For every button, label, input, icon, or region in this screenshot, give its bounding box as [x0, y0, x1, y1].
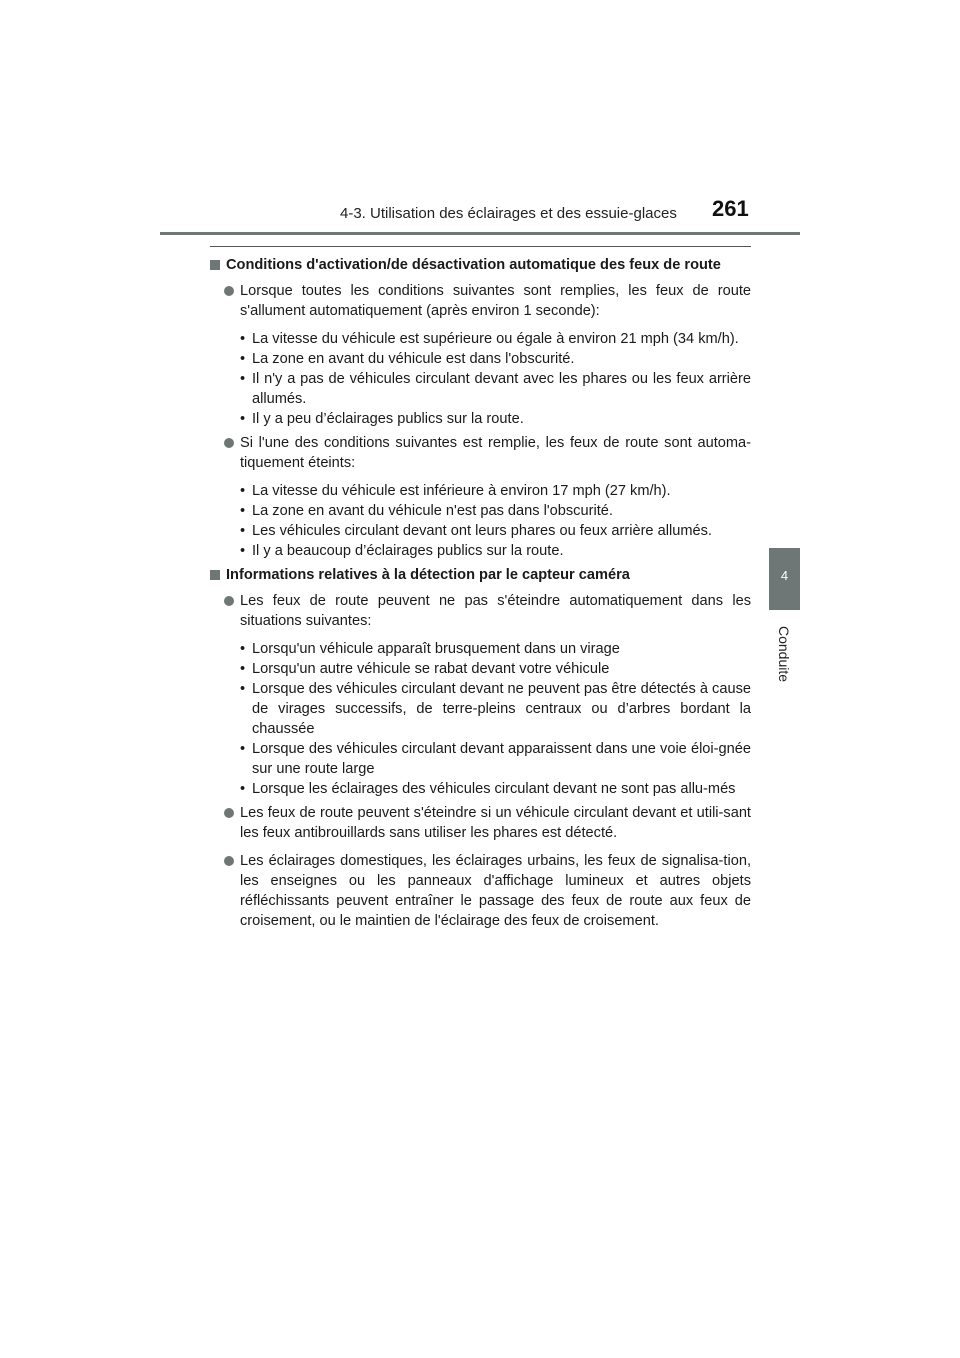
list-item-text: La vitesse du véhicule est inférieure à environ 17 mph (27 km/h).	[252, 483, 671, 499]
list-item-text: Les véhicules circulant devant ont leurs phares ou feux arrière allumés.	[252, 523, 712, 539]
bullet-item	[210, 591, 751, 631]
list-item: • Il n'y a pas de véhicules circulant devant avec les phares ou les feux arrière allumés.	[240, 371, 751, 407]
circle-bullet-icon	[224, 856, 234, 866]
square-bullet-icon	[210, 260, 220, 270]
list-item-text: Lorsqu'un véhicule apparaît brusquement dans un virage	[252, 641, 620, 657]
bullet-text: Lorsque toutes les conditions suivantes sont remplies, les feux de route s'allument automatiquement (après environ 1 seconde):	[240, 283, 751, 319]
list-item: • Les véhicules circulant devant ont leurs phares ou feux arrière allumés.	[240, 523, 712, 539]
list-item: • Lorsqu'un véhicule apparaît brusquement dans un virage	[240, 641, 620, 657]
chapter-tab	[769, 548, 800, 610]
list-item: • Il y a beaucoup d’éclairages publics sur la route.	[240, 543, 564, 559]
sub-list	[210, 329, 751, 429]
list-item-text: La vitesse du véhicule est supérieure ou égale à environ 21 mph (34 km/h).	[252, 331, 739, 347]
circle-bullet-icon	[224, 808, 234, 818]
list-item: • Il y a peu d’éclairages publics sur la route.	[240, 411, 524, 427]
bullet-item	[210, 803, 751, 843]
circle-bullet-icon	[224, 438, 234, 448]
list-item: • La zone en avant du véhicule n'est pas dans l'obscurité.	[240, 503, 613, 519]
section-heading-text: Informations relatives à la détection par le capteur caméra	[226, 567, 630, 583]
page-number: 261	[712, 196, 749, 221]
list-item-text: Lorsque des véhicules circulant devant apparaissent dans une voie éloi-gnée sur une route large	[252, 741, 751, 777]
header-divider	[160, 232, 800, 235]
list-item-text: La zone en avant du véhicule est dans l'obscurité.	[252, 351, 575, 367]
bullet-text: Les feux de route peuvent ne pas s'éteindre automatiquement dans les situations suivantes:	[240, 593, 751, 629]
bullet-text: Les feux de route peuvent s'éteindre si un véhicule circulant devant et utili-sant les feux antibrouillards sans utiliser les phares est détecté.	[240, 805, 751, 841]
bullet-item	[210, 433, 751, 473]
section-heading	[210, 565, 751, 585]
bullet-text: Les éclairages domestiques, les éclairages urbains, les feux de signalisa-tion, les enseignes ou les panneaux d'affichage lumineux et autres objets réfléchissants peuvent entraîner le passage des feux de route aux feux de croisement, ou le maintien de l'éclairage des feux de croisement.	[240, 853, 751, 929]
section-heading-text: Conditions d'activation/de désactivation automatique des feux de route	[226, 257, 721, 273]
content-divider	[210, 246, 751, 247]
list-item-text: Il n'y a pas de véhicules circulant devant avec les phares ou les feux arrière allumés.	[252, 371, 751, 407]
chapter-tab-number: 4	[780, 568, 789, 583]
bullet-item	[210, 281, 751, 321]
list-item-text: Il y a peu d’éclairages publics sur la route.	[252, 411, 524, 427]
list-item: • Lorsque des véhicules circulant devant ne peuvent pas être détectés à cause de virages successifs, de terre-pleins centraux ou d’arbres bordant la chaussée	[240, 681, 751, 737]
list-item-text: Lorsqu'un autre véhicule se rabat devant votre véhicule	[252, 661, 610, 677]
page-content	[210, 246, 751, 939]
bullet-item	[210, 851, 751, 931]
list-item-text: Il y a beaucoup d’éclairages publics sur la route.	[252, 543, 564, 559]
circle-bullet-icon	[224, 286, 234, 296]
list-item: • La vitesse du véhicule est inférieure à environ 17 mph (27 km/h).	[240, 483, 671, 499]
sub-list	[210, 481, 751, 561]
chapter-title: 4-3. Utilisation des éclairages et des essuie-glaces	[340, 205, 677, 222]
list-item-text: Lorsque les éclairages des véhicules circulant devant ne sont pas allu-més	[252, 781, 736, 797]
list-item: • Lorsqu'un autre véhicule se rabat devant votre véhicule	[240, 661, 610, 677]
bullet-text: Si l'une des conditions suivantes est remplie, les feux de route sont automa-tiquement éteints:	[240, 435, 751, 471]
list-item: • La zone en avant du véhicule est dans l'obscurité.	[240, 351, 575, 367]
list-item-text: Lorsque des véhicules circulant devant ne peuvent pas être détectés à cause de virages successifs, de terre-pleins centraux ou d’arbres bordant la chaussée	[252, 681, 751, 737]
list-item: • Lorsque des véhicules circulant devant apparaissent dans une voie éloi-gnée sur une route large	[240, 741, 751, 777]
chapter-tab-label: Conduite	[776, 625, 792, 683]
section-heading	[210, 255, 751, 275]
square-bullet-icon	[210, 570, 220, 580]
sub-list	[210, 639, 751, 799]
list-item-text: La zone en avant du véhicule n'est pas dans l'obscurité.	[252, 503, 613, 519]
list-item: • Lorsque les éclairages des véhicules circulant devant ne sont pas allu-més	[240, 781, 736, 797]
circle-bullet-icon	[224, 596, 234, 606]
list-item: • La vitesse du véhicule est supérieure ou égale à environ 21 mph (34 km/h).	[240, 331, 739, 347]
